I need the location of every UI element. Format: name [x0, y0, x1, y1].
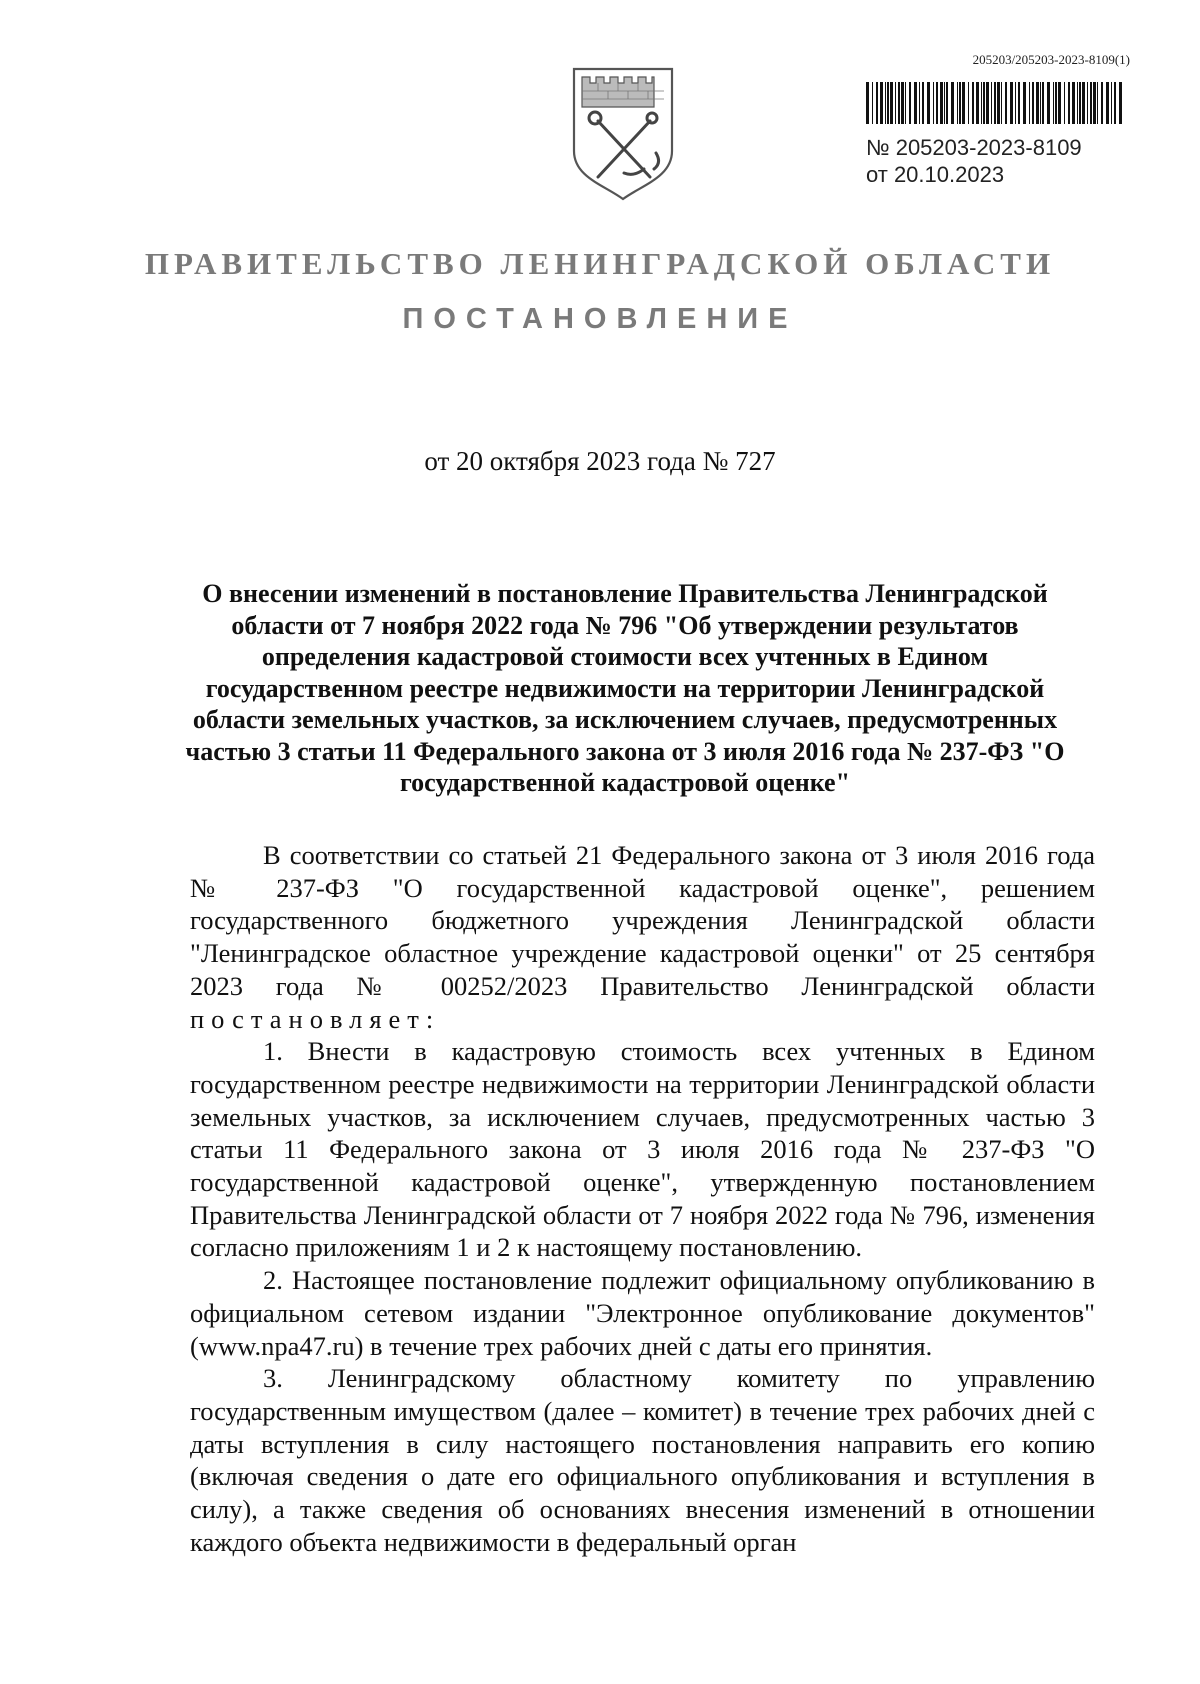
- leningrad-oblast-coat-of-arms-icon: [568, 65, 678, 201]
- document-heading: О внесении изменений в постановление Правительства Ленинградской области от 7 ноября 2022 года № 796 "Об утверждении результатов определения кадастровой стоимости всех учтенных в Едином государственном реестре недвижимости на территории Ленинградской области земельных участков, за исключением случаев, предусмотренных частью 3 статьи 11 Федерального закона от 3 июля 2016 года № 237-ФЗ "О государственной кадастровой оценке": [185, 579, 1065, 797]
- preamble-paragraph: [190, 839, 1095, 1035]
- registration-number: № 205203-2023-8109: [866, 135, 1082, 160]
- list-item: 2. Настоящее постановление подлежит официальному опубликованию в официальном сетевом издании "Электронное опубликование документов" (www.npa47.ru) в течение трех рабочих дней с даты его принятия.: [190, 1265, 1095, 1361]
- list-item: 3. Ленинградскому областному комитету по управлению государственным имуществом (далее – комитет) в течение трех рабочих дней с даты вступления в силу настоящего постановления направить его копию (включая сведения о дате его официального опубликования и вступления в силу), а также сведения об основаниях внесения изменений в отношении каждого объекта недвижимости в федеральный орган: [190, 1363, 1095, 1557]
- barcode-icon: [866, 82, 1126, 124]
- document-body: [190, 839, 1095, 1558]
- list-item: 1. Внести в кадастровую стоимость всех учтенных в Едином государственном реестре недвижимости на территории Ленинградской области земельных участков, за исключением случаев, предусмотренных частью 3 статьи 11 Федерального закона от 3 июля 2016 года № 237-ФЗ "О государственной кадастровой оценке", утвержденную постановлением Правительства Ленинградской области от 7 ноября 2022 года № 796, изменения согласно приложениям 1 и 2 к настоящему постановлению.: [190, 1036, 1095, 1263]
- document-type: ПОСТАНОВЛЕНИЕ: [402, 303, 798, 335]
- document-id: 205203/205203-2023-8109(1): [972, 52, 1130, 67]
- resolves-word: постановляет:: [190, 1003, 441, 1034]
- registration-date: от 20.10.2023: [866, 162, 1005, 187]
- registration-block: [866, 134, 1082, 188]
- organization-title: ПРАВИТЕЛЬСТВО ЛЕНИНГРАДСКОЙ ОБЛАСТИ: [144, 246, 1056, 281]
- preamble-text: В соответствии со статьей 21 Федерального закона от 3 июля 2016 года № 237-ФЗ "О государственной кадастровой оценке", решением государственного бюджетного учреждения Ленинградской области "Ленинградское областное учреждение кадастровой оценки" от 25 сентября 2023 года № 00252/2023 Правительство Ленинградской области: [190, 840, 1095, 1001]
- document-date-number: от 20 октября 2023 года № 727: [424, 446, 776, 476]
